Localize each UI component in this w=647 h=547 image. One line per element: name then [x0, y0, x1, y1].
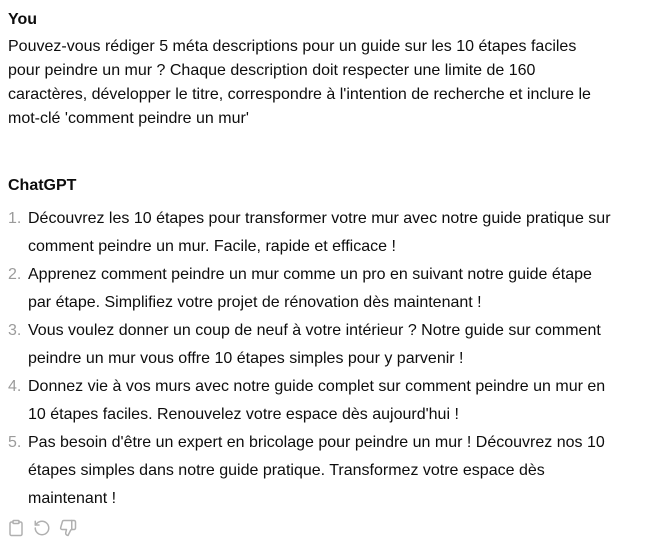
list-item-text: Découvrez les 10 étapes pour transformer votre mur avec notre guide pratique sur comment peindre un mur. Facile, rapide et efficace !	[28, 210, 611, 255]
clipboard-icon	[7, 519, 25, 537]
regenerate-icon	[33, 519, 51, 537]
list-item-number: 5.	[8, 434, 22, 451]
message-action-bar	[7, 519, 639, 537]
user-message-text: Pouvez-vous rédiger 5 méta descriptions pour un guide sur les 10 étapes faciles pour peindre un mur ? Chaque description doit respecter une limite de 160 caractères, développer le titre, correspondre à l'intention de recherche et inclure le mot-clé 'comment peindre un mur'	[8, 38, 591, 127]
assistant-sender-label: ChatGPT	[8, 177, 77, 194]
list-item	[8, 317, 639, 373]
list-item	[8, 429, 639, 513]
list-item	[8, 261, 639, 317]
user-message	[8, 9, 639, 131]
user-sender-label: You	[8, 11, 38, 28]
list-item-text: Apprenez comment peindre un mur comme un pro en suivant notre guide étape par étape. Simplifiez votre projet de rénovation dès maintenant !	[28, 266, 592, 311]
list-item-text: Pas besoin d'être un expert en bricolage pour peindre un mur ! Découvrez nos 10 étapes simples dans notre guide pratique. Transformez votre espace dès maintenant !	[28, 434, 605, 507]
thumbs-down-button[interactable]	[59, 519, 77, 537]
copy-button[interactable]	[7, 519, 25, 537]
regenerate-button[interactable]	[33, 519, 51, 537]
list-item	[8, 373, 639, 429]
thumbs-down-icon	[59, 519, 77, 537]
list-item-text: Vous voulez donner un coup de neuf à votre intérieur ? Notre guide sur comment peindre un mur vous offre 10 étapes simples pour y parvenir !	[28, 322, 601, 367]
list-item-number: 4.	[8, 378, 22, 395]
list-item	[8, 205, 639, 261]
list-item-number: 2.	[8, 266, 22, 283]
list-item-number: 3.	[8, 322, 22, 339]
assistant-message	[8, 175, 639, 537]
list-item-number: 1.	[8, 210, 22, 227]
meta-description-list	[8, 205, 639, 513]
list-item-text: Donnez vie à vos murs avec notre guide complet sur comment peindre un mur en 10 étapes faciles. Renouvelez votre espace dès aujourd'hui !	[28, 378, 606, 423]
